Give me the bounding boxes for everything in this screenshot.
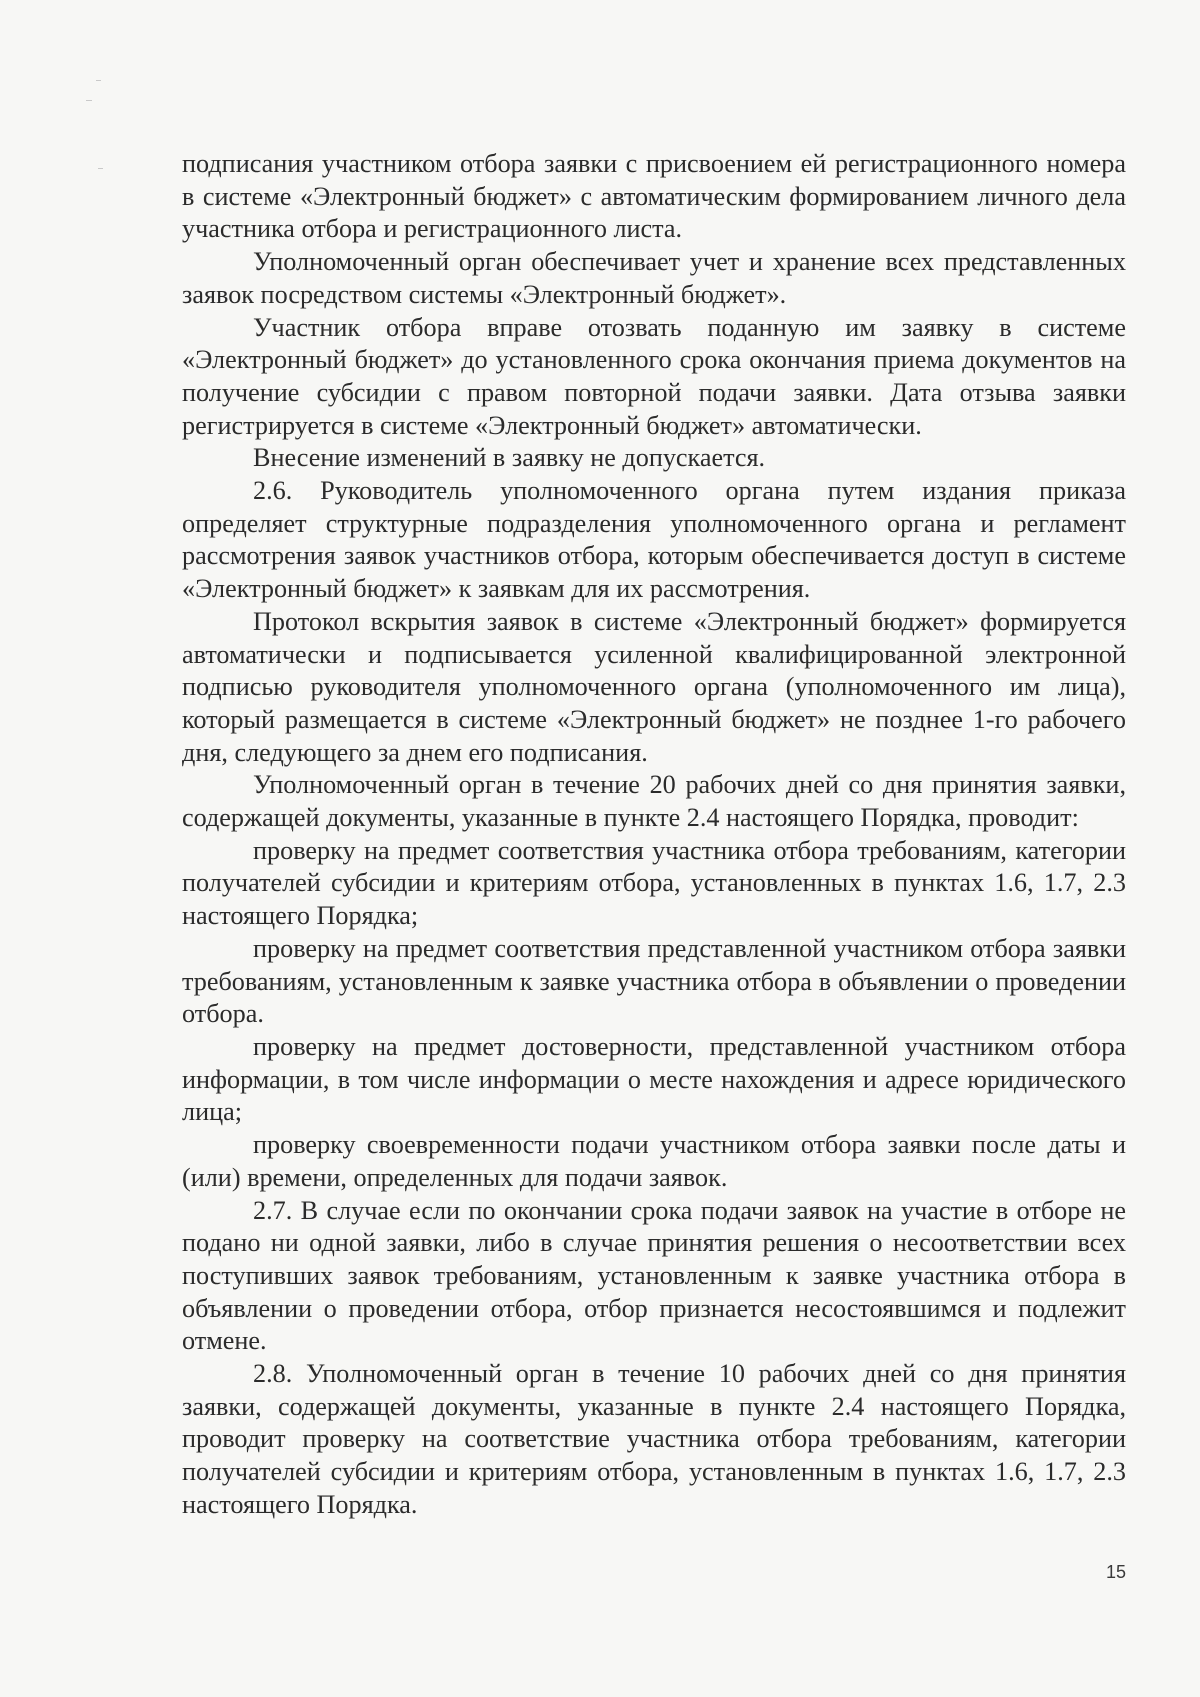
- list-item-application-check: проверку на предмет соответствия представленной участником отбора заявки требованиям, установленным к заявке участника отбора в объявлении о проведении отбора.: [182, 933, 1126, 1029]
- paragraph-2-6: 2.6. Руководитель уполномоченного органа путем издания приказа определяет структурные подразделения уполномоченного органа и регламент рассмотрения заявок участников отбора, которым обеспечивается доступ в системе «Электронный бюджет» к заявкам для их рассмотрения.: [182, 476, 1126, 604]
- scan-artifact: [96, 80, 101, 81]
- list-item-compliance-check: проверку на предмет соответствия участника отбора требованиям, категории получателей субсидии и критериям отбора, установленных в пунктах 1.6, 1.7, 2.3 настоящего Порядка;: [182, 835, 1126, 931]
- list-item-reliability-check: проверку на предмет достоверности, представленной участником отбора информации, в том числе информации о месте нахождения и адресе юридического лица;: [182, 1031, 1126, 1127]
- paragraph-withdraw-application: Участник отбора вправе отозвать поданную им заявку в системе «Электронный бюджет» до установленного срока окончания приема документов на получение субсидии с правом повторной подачи заявки. Дата отзыва заявки регистрируется в системе «Электронный бюджет» автоматически.: [182, 312, 1126, 440]
- paragraph-continuation: подписания участником отбора заявки с присвоением ей регистрационного номера в системе «Электронный бюджет» с автоматическим формированием личного дела участника отбора и регистрационного листа.: [182, 149, 1126, 244]
- scan-artifact: [86, 100, 92, 101]
- paragraph-review-period: Уполномоченный орган в течение 20 рабочих дней со дня принятия заявки, содержащей документы, указанные в пункте 2.4 настоящего Порядка, проводит:: [182, 770, 1126, 833]
- paragraph-2-7: 2.7. В случае если по окончании срока подачи заявок на участие в отборе не подано ни одной заявки, либо в случае принятия решения о несоответствии всех поступивших заявок требованиям, установленным к заявке участника отбора в объявлении о проведении отбора, отбор признается несостоявшимся и подлежит отмене.: [182, 1195, 1126, 1356]
- page-number: 15: [1106, 1562, 1127, 1582]
- paragraph-opening-protocol: Протокол вскрытия заявок в системе «Электронный бюджет» формируется автоматически и подписывается усиленной квалифицированной электронной подписью руководителя уполномоченного органа (уполномоченного им лица), который размещается в системе «Электронный бюджет» не позднее 1-го рабочего дня, следующего за днем его подписания.: [182, 606, 1126, 767]
- paragraph-registration-storage: Уполномоченный орган обеспечивает учет и хранение всех представленных заявок посредством системы «Электронный бюджет».: [182, 247, 1126, 309]
- document-body: [182, 148, 1126, 1522]
- paragraph-no-changes: Внесение изменений в заявку не допускается.: [253, 443, 766, 473]
- list-item-timeliness-check: проверку своевременности подачи участником отбора заявки после даты и (или) времени, определенных для подачи заявок.: [182, 1130, 1126, 1192]
- scan-artifact: [98, 168, 103, 169]
- paragraph-2-8: 2.8. Уполномоченный орган в течение 10 рабочих дней со дня принятия заявки, содержащей документы, указанные в пункте 2.4 настоящего Порядка, проводит проверку на соответствие участника отбора требованиям, категории получателей субсидии и критериям отбора, установленным в пунктах 1.6, 1.7, 2.3 настоящего Порядка.: [182, 1359, 1126, 1519]
